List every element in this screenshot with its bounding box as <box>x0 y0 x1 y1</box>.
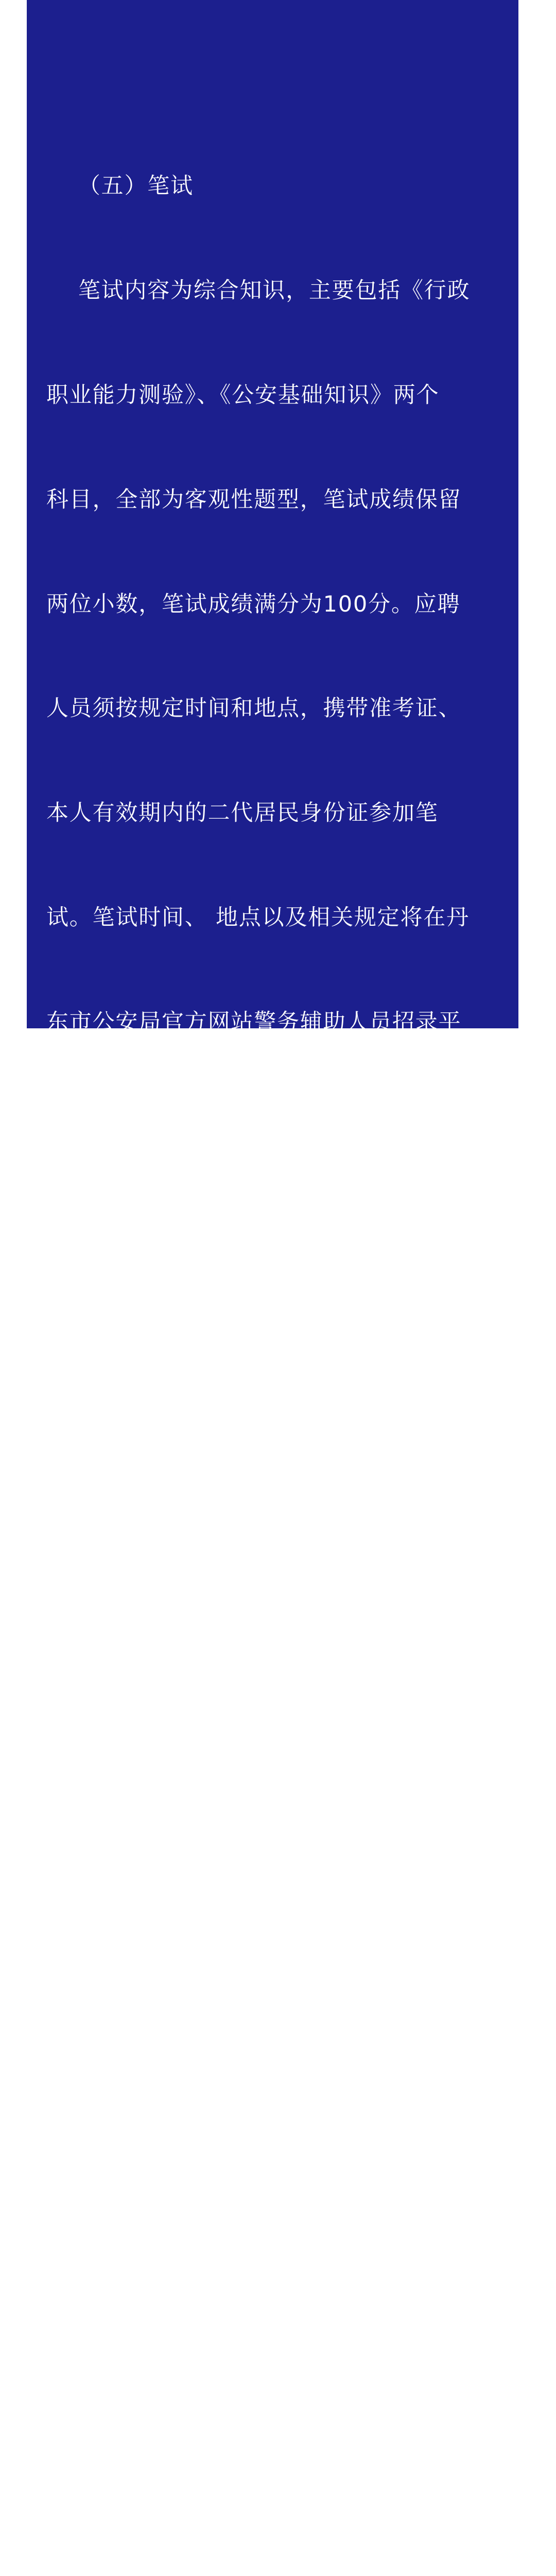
text-line: 笔试内容为综合知识，主要包括《行政 <box>78 278 471 304</box>
paragraph-line: 同时参加体能测试。 <box>46 2367 254 2393</box>
paragraph-line: 人员须按规定时间和地点，携带准考证、 <box>46 696 462 722</box>
paragraph-line: 测试。笔试结束后，应聘人员可通过丹东 <box>46 1427 462 1453</box>
document-panel <box>27 0 518 2393</box>
paragraph-line: 分数线，未达到合格分数线不得参加体能 <box>46 1322 462 1348</box>
document-body <box>46 30 499 2576</box>
paragraph-line: 台发布。笔试阅卷结束后，根据笔试成绩 <box>46 1113 462 1140</box>
section-heading-physical-test <box>46 1945 499 1980</box>
paragraph-line: 职业能力测验》、《公安基础知识》两个 <box>46 382 440 408</box>
section-heading-written-exam <box>46 169 499 204</box>
paragraph-line: 招聘计划不超过1:1.5的比例进入体能测 <box>46 2158 454 2184</box>
text-line: 1.依照笔试成绩从高到低的顺序，按照 <box>78 2054 471 2080</box>
paragraph-line: 科目，全部为客观性题型，笔试成绩保留 <box>46 486 462 513</box>
paragraph-line: 本人有效期内的二代居民身份证参加笔 <box>46 800 439 826</box>
paragraph-line: 试，最后一名的笔试成绩如出现并列者， <box>46 2263 462 2289</box>
paragraph-line: 查询笔试成绩。 <box>46 1636 208 1662</box>
paragraph-gap <box>46 2502 499 2537</box>
paragraph-line: 东市公安局官方网站警务辅助人员招录平 <box>46 1009 462 1035</box>
section-heading-text: （六）体能测试 <box>78 1949 240 1975</box>
paragraph-line <box>46 274 499 309</box>
paragraph-line: 两位小数，笔试成绩满分为100分。应聘 <box>46 591 461 617</box>
paragraph-line <box>46 2049 499 2084</box>
paragraph-line: 试。笔试时间、 地点以及相关规定将在丹 <box>46 904 470 930</box>
paragraph-line: （含笔试加分）汇总分析，确定笔试合格 <box>46 1218 462 1244</box>
paragraph-gap <box>46 1771 499 1806</box>
paragraph-line: 市公安局官方网站警务辅助人员招录平台 <box>46 1531 462 1557</box>
section-heading-text: （五）笔试 <box>78 173 194 199</box>
